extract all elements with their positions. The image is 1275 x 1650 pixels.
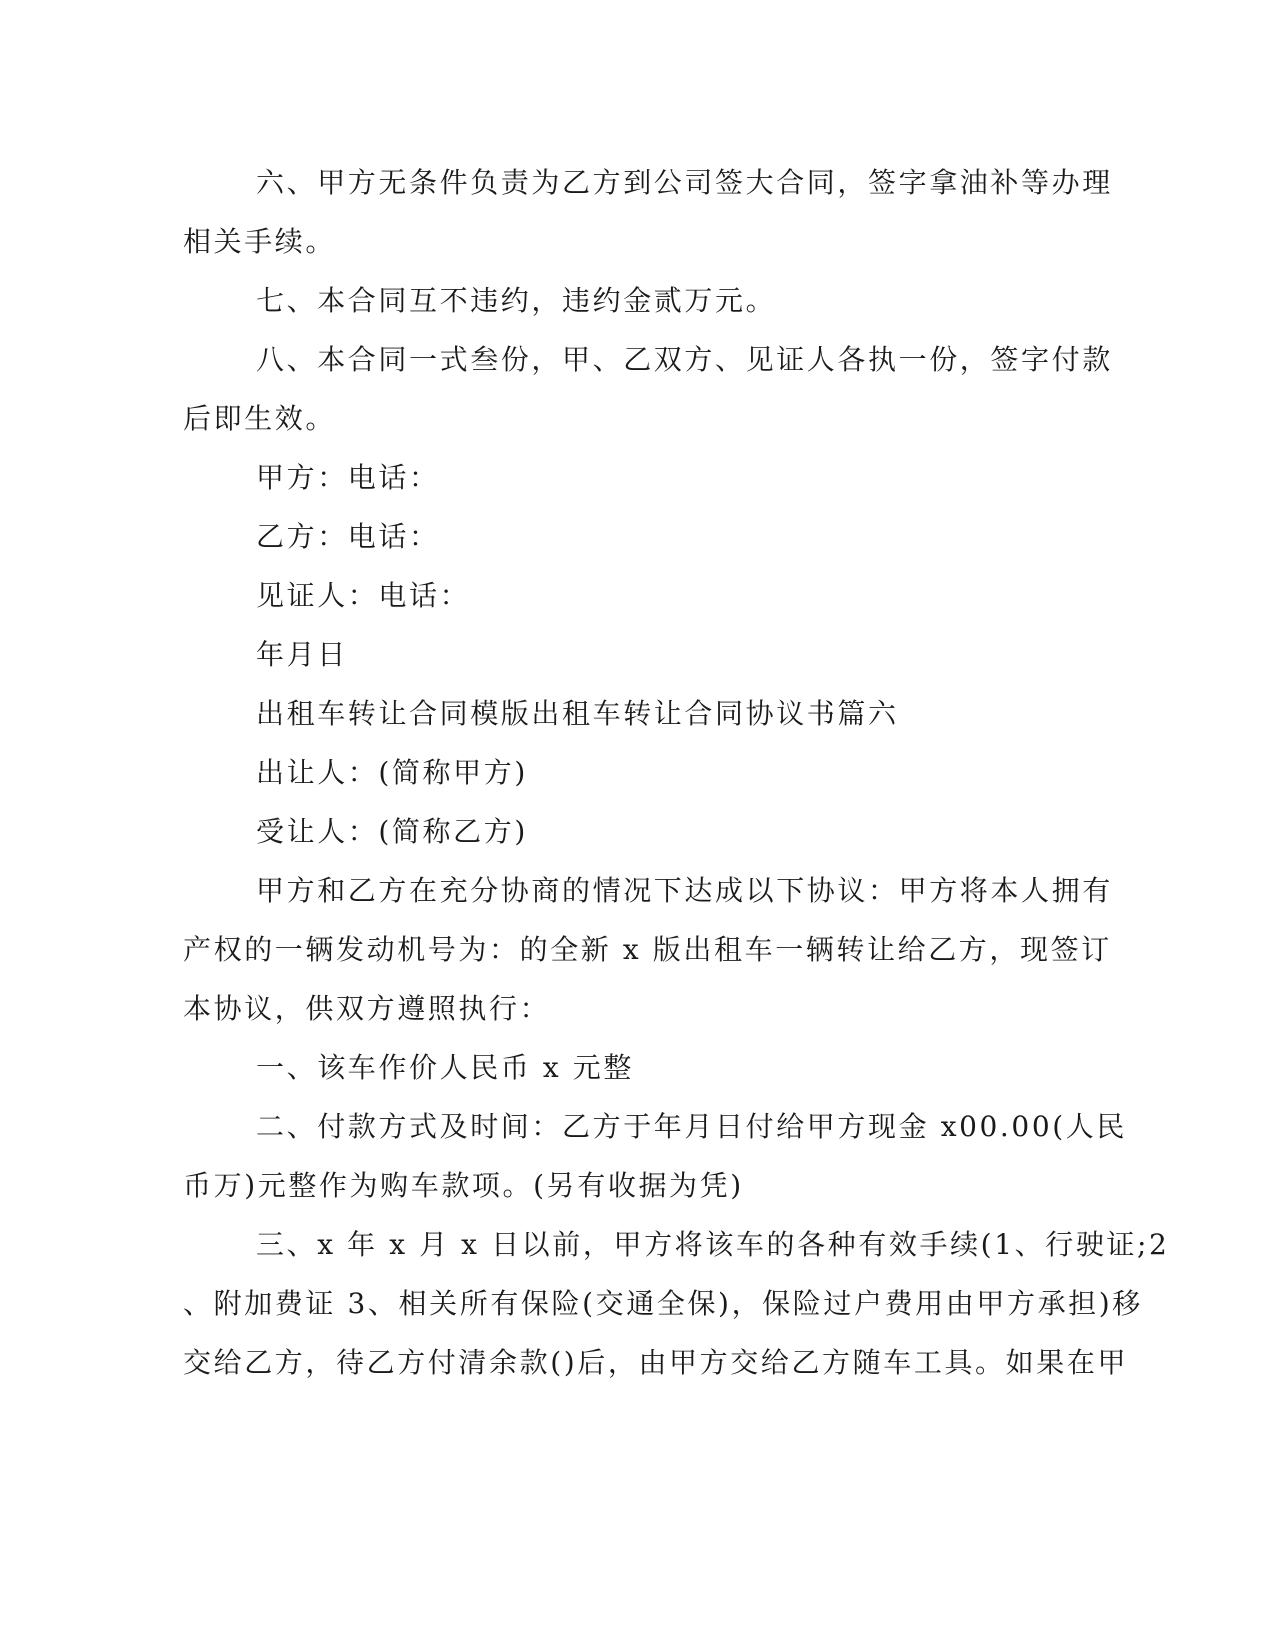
paragraph-line: 七、本合同互不违约，违约金贰万元。	[256, 284, 777, 317]
paragraph-line: 本协议，供双方遵照执行：	[183, 992, 551, 1025]
paragraph-line: 交给乙方，待乙方付清余款()后，由甲方交给乙方随车工具。如果在甲	[183, 1346, 1129, 1379]
paragraph-line: 甲方和乙方在充分协商的情况下达成以下协议：甲方将本人拥有	[256, 874, 1113, 907]
paragraph-line: 相关手续。	[183, 225, 337, 258]
paragraph-line: 六、甲方无条件负责为乙方到公司签大合同，签字拿油补等办理	[256, 166, 1113, 199]
transferee-line: 受让人：(简称乙方)	[256, 815, 528, 848]
transferor-line: 出让人：(简称甲方)	[256, 756, 528, 789]
paragraph-line: 后即生效。	[183, 402, 337, 435]
paragraph-line: 、附加费证 3、相关所有保险(交通全保)，保险过户费用由甲方承担)移	[183, 1287, 1143, 1320]
paragraph-line: 八、本合同一式叁份，甲、乙双方、见证人各执一份，签字付款	[256, 343, 1113, 376]
party-b-line: 乙方：电话：	[256, 520, 440, 553]
paragraph-line: 二、付款方式及时间：乙方于年月日付给甲方现金 x00.00(人民	[256, 1110, 1127, 1143]
paragraph-line: 三、x 年 x 月 x 日以前，甲方将该车的各种有效手续(1、行驶证;2	[256, 1228, 1170, 1261]
witness-line: 见证人：电话：	[256, 579, 471, 612]
paragraph-line: 币万)元整作为购车款项。(另有收据为凭)	[183, 1169, 744, 1202]
party-a-line: 甲方：电话：	[256, 461, 440, 494]
section-title: 出租车转让合同模版出租车转让合同协议书篇六	[256, 697, 899, 730]
paragraph-line: 一、该车作价人民币 x 元整	[256, 1051, 634, 1084]
document-body	[183, 153, 1170, 1392]
date-line: 年月日	[256, 638, 348, 671]
paragraph-line: 产权的一辆发动机号为：的全新 x 版出租车一辆转让给乙方，现签订	[183, 933, 1112, 966]
